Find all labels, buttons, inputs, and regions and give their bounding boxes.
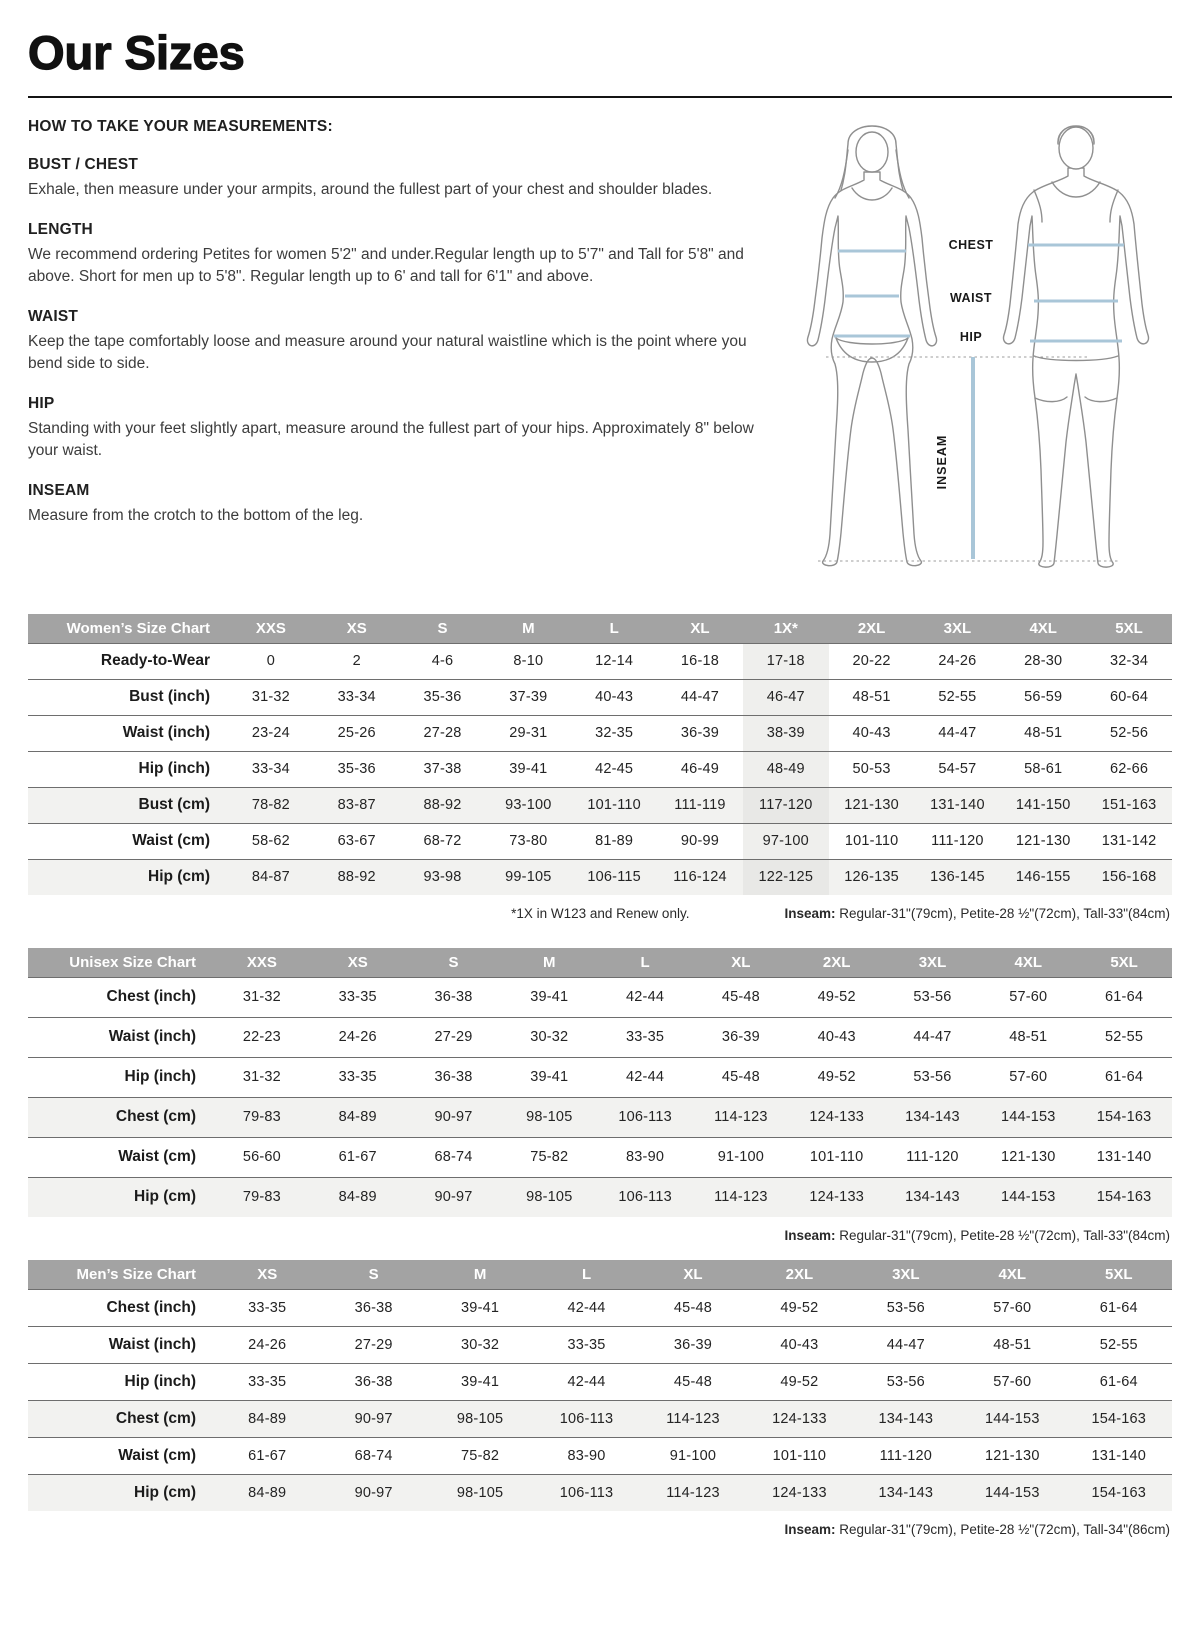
size-cell: 78-82 <box>228 787 314 823</box>
table-row <box>28 1363 1172 1400</box>
size-cell: 83-90 <box>533 1437 639 1474</box>
row-label: Hip (cm) <box>28 1474 214 1511</box>
size-cell: 91-100 <box>640 1437 746 1474</box>
row-label: Hip (cm) <box>28 1177 214 1217</box>
size-cell: 90-99 <box>657 823 743 859</box>
size-cell: 0 <box>228 643 314 679</box>
size-cell: 53-56 <box>853 1289 959 1326</box>
size-cell: 36-38 <box>320 1363 426 1400</box>
size-cell: 124-133 <box>789 1177 885 1217</box>
size-cell: 154-163 <box>1076 1097 1172 1137</box>
size-cell: 44-47 <box>885 1017 981 1057</box>
table-row <box>28 679 1172 715</box>
size-cell: 44-47 <box>657 679 743 715</box>
section-bust-chest-body: Exhale, then measure under your armpits, around the fullest part of your chest and shoulder blades. <box>28 181 713 198</box>
column-header-xs: XS <box>214 1260 320 1289</box>
size-cell: 31-32 <box>214 977 310 1017</box>
size-cell: 29-31 <box>485 715 571 751</box>
size-cell: 35-36 <box>400 679 486 715</box>
inseam-extent-dashed-lines <box>818 357 1120 561</box>
size-cell: 124-133 <box>746 1400 852 1437</box>
size-cell: 30-32 <box>501 1017 597 1057</box>
size-cell: 90-97 <box>406 1177 502 1217</box>
size-cell: 144-153 <box>959 1474 1065 1511</box>
size-cell: 83-90 <box>597 1137 693 1177</box>
table-row <box>28 1177 1172 1217</box>
size-cell: 32-34 <box>1086 643 1172 679</box>
row-label: Waist (cm) <box>28 1137 214 1177</box>
column-header-xl: XL <box>640 1260 746 1289</box>
size-cell: 37-38 <box>400 751 486 787</box>
size-cell: 88-92 <box>314 859 400 895</box>
column-header-3xl: 3XL <box>853 1260 959 1289</box>
column-header-xl: XL <box>693 948 789 977</box>
size-cell: 36-39 <box>693 1017 789 1057</box>
size-cell: 53-56 <box>885 1057 981 1097</box>
column-header-xs: XS <box>310 948 406 977</box>
table-row <box>28 1400 1172 1437</box>
size-cell: 46-49 <box>657 751 743 787</box>
column-header-2xl: 2XL <box>829 614 915 643</box>
column-header-s: S <box>406 948 502 977</box>
size-cell: 33-35 <box>597 1017 693 1057</box>
size-cell: 68-74 <box>320 1437 426 1474</box>
size-cell: 84-89 <box>310 1097 406 1137</box>
size-cell: 121-130 <box>959 1437 1065 1474</box>
size-cell: 33-35 <box>214 1363 320 1400</box>
size-cell: 117-120 <box>743 787 829 823</box>
womens-inseam-note: Inseam: Regular-31"(79cm), Petite-28 ½"(72cm), Tall-33"(84cm) <box>784 906 1170 921</box>
size-cell: 106-115 <box>571 859 657 895</box>
size-cell: 98-105 <box>427 1400 533 1437</box>
womens-size-table <box>28 614 1172 895</box>
size-cell: 84-89 <box>214 1400 320 1437</box>
column-header-l: L <box>533 1260 639 1289</box>
size-cell: 42-44 <box>533 1289 639 1326</box>
table-row <box>28 823 1172 859</box>
size-cell: 81-89 <box>571 823 657 859</box>
size-cell: 84-87 <box>228 859 314 895</box>
size-cell: 37-39 <box>485 679 571 715</box>
size-cell: 58-61 <box>1000 751 1086 787</box>
column-header-2xl: 2XL <box>789 948 885 977</box>
size-cell: 36-38 <box>320 1289 426 1326</box>
table-row <box>28 1137 1172 1177</box>
column-header-1x: 1X* <box>743 614 829 643</box>
table-row <box>28 859 1172 895</box>
size-cell: 56-60 <box>214 1137 310 1177</box>
size-cell: 45-48 <box>640 1289 746 1326</box>
size-cell: 44-47 <box>853 1326 959 1363</box>
table-row <box>28 643 1172 679</box>
size-cell: 35-36 <box>314 751 400 787</box>
size-cell: 114-123 <box>640 1400 746 1437</box>
row-label: Hip (inch) <box>28 1057 214 1097</box>
size-cell: 30-32 <box>427 1326 533 1363</box>
male-figure-illustration <box>1003 126 1148 567</box>
size-cell: 49-52 <box>789 1057 885 1097</box>
size-cell: 39-41 <box>485 751 571 787</box>
row-label: Waist (cm) <box>28 823 228 859</box>
column-header-5xl: 5XL <box>1076 948 1172 977</box>
size-cell: 121-130 <box>829 787 915 823</box>
table-row <box>28 1289 1172 1326</box>
body-measurement-diagram <box>788 110 1170 578</box>
row-label: Chest (cm) <box>28 1097 214 1137</box>
size-cell: 25-26 <box>314 715 400 751</box>
size-cell: 144-153 <box>959 1400 1065 1437</box>
size-cell: 20-22 <box>829 643 915 679</box>
size-cell: 144-153 <box>980 1097 1076 1137</box>
size-cell: 68-72 <box>400 823 486 859</box>
unisex-size-chart <box>28 948 1172 1243</box>
instructions-heading: HOW TO TAKE YOUR MEASUREMENTS: <box>28 118 333 135</box>
size-cell: 151-163 <box>1086 787 1172 823</box>
size-cell: 33-35 <box>310 1057 406 1097</box>
size-cell: 39-41 <box>501 1057 597 1097</box>
column-header-3xl: 3XL <box>915 614 1001 643</box>
womens-1x-footnote: *1X in W123 and Renew only. <box>511 906 690 921</box>
row-label: Waist (inch) <box>28 1017 214 1057</box>
size-cell: 57-60 <box>959 1289 1065 1326</box>
size-cell: 97-100 <box>743 823 829 859</box>
column-header-xl: XL <box>657 614 743 643</box>
size-cell: 27-28 <box>400 715 486 751</box>
size-cell: 38-39 <box>743 715 829 751</box>
table-row <box>28 715 1172 751</box>
size-cell: 40-43 <box>829 715 915 751</box>
size-cell: 154-163 <box>1076 1177 1172 1217</box>
section-hip-body: Standing with your feet slightly apart, measure around the fullest part of your hips. Approximately 8" below your waist. <box>28 420 754 459</box>
size-cell: 114-123 <box>693 1097 789 1137</box>
size-cell: 79-83 <box>214 1097 310 1137</box>
size-cell: 154-163 <box>1066 1400 1173 1437</box>
measurement-guide-section <box>28 98 1172 592</box>
size-cell: 156-168 <box>1086 859 1172 895</box>
size-cell: 36-39 <box>640 1326 746 1363</box>
size-cell: 8-10 <box>485 643 571 679</box>
table-row <box>28 1097 1172 1137</box>
size-cell: 116-124 <box>657 859 743 895</box>
size-cell: 36-39 <box>657 715 743 751</box>
section-length-body: We recommend ordering Petites for women 5'2" and under.Regular length up to 5'7" and Tall for 5'8" and above. Short for men up to 5'8". Regular length up to 6' and tall for 6'1" and above. <box>28 246 744 285</box>
size-cell: 61-64 <box>1066 1363 1173 1400</box>
size-cell: 56-59 <box>1000 679 1086 715</box>
size-cell: 124-133 <box>789 1097 885 1137</box>
size-cell: 52-55 <box>1076 1017 1172 1057</box>
size-cell: 106-113 <box>597 1177 693 1217</box>
row-label: Hip (inch) <box>28 1363 214 1400</box>
size-cell: 99-105 <box>485 859 571 895</box>
row-label: Waist (cm) <box>28 1437 214 1474</box>
column-header-4xl: 4XL <box>959 1260 1065 1289</box>
size-cell: 106-113 <box>597 1097 693 1137</box>
column-header-xxs: XXS <box>214 948 310 977</box>
size-cell: 27-29 <box>406 1017 502 1057</box>
row-label: Chest (inch) <box>28 1289 214 1326</box>
size-cell: 61-64 <box>1076 977 1172 1017</box>
size-cell: 60-64 <box>1086 679 1172 715</box>
size-cell: 53-56 <box>885 977 981 1017</box>
size-cell: 48-51 <box>829 679 915 715</box>
size-cell: 2 <box>314 643 400 679</box>
size-cell: 154-163 <box>1066 1474 1173 1511</box>
row-label: Chest (inch) <box>28 977 214 1017</box>
size-cell: 42-44 <box>597 977 693 1017</box>
size-cell: 90-97 <box>320 1474 426 1511</box>
waist-label: WAIST <box>949 291 993 305</box>
mens-size-table <box>28 1260 1172 1511</box>
size-cell: 114-123 <box>640 1474 746 1511</box>
size-cell: 90-97 <box>406 1097 502 1137</box>
size-cell: 144-153 <box>980 1177 1076 1217</box>
table-title: Unisex Size Chart <box>28 948 214 977</box>
size-cell: 49-52 <box>746 1363 852 1400</box>
size-cell: 23-24 <box>228 715 314 751</box>
size-cell: 106-113 <box>533 1474 639 1511</box>
size-cell: 90-97 <box>320 1400 426 1437</box>
size-cell: 39-41 <box>501 977 597 1017</box>
size-cell: 61-64 <box>1076 1057 1172 1097</box>
size-cell: 50-53 <box>829 751 915 787</box>
size-cell: 45-48 <box>640 1363 746 1400</box>
table-row <box>28 751 1172 787</box>
size-cell: 49-52 <box>789 977 885 1017</box>
size-cell: 91-100 <box>693 1137 789 1177</box>
size-cell: 36-38 <box>406 977 502 1017</box>
section-length-title: LENGTH <box>28 221 93 238</box>
unisex-table-footnotes <box>28 1228 1170 1243</box>
table-title: Men’s Size Chart <box>28 1260 214 1289</box>
female-figure-illustration <box>807 126 936 566</box>
size-cell: 45-48 <box>693 1057 789 1097</box>
size-cell: 131-140 <box>915 787 1001 823</box>
inseam-label: INSEAM <box>935 434 949 490</box>
column-header-2xl: 2XL <box>746 1260 852 1289</box>
row-label: Waist (inch) <box>28 715 228 751</box>
size-cell: 63-67 <box>314 823 400 859</box>
row-label: Bust (cm) <box>28 787 228 823</box>
size-cell: 33-34 <box>228 751 314 787</box>
table-row <box>28 1057 1172 1097</box>
size-cell: 98-105 <box>501 1177 597 1217</box>
size-cell: 16-18 <box>657 643 743 679</box>
size-cell: 57-60 <box>980 1057 1076 1097</box>
column-header-s: S <box>400 614 486 643</box>
size-cell: 33-35 <box>214 1289 320 1326</box>
size-cell: 32-35 <box>571 715 657 751</box>
size-cell: 22-23 <box>214 1017 310 1057</box>
size-cell: 48-51 <box>1000 715 1086 751</box>
row-label: Chest (cm) <box>28 1400 214 1437</box>
size-cell: 134-143 <box>853 1400 959 1437</box>
size-cell: 84-89 <box>214 1474 320 1511</box>
size-cell: 121-130 <box>1000 823 1086 859</box>
row-label: Waist (inch) <box>28 1326 214 1363</box>
size-cell: 111-120 <box>915 823 1001 859</box>
size-cell: 46-47 <box>743 679 829 715</box>
column-header-l: L <box>597 948 693 977</box>
section-waist-body: Keep the tape comfortably loose and measure around your natural waistline which is the point where you bend side to side. <box>28 333 747 372</box>
size-cell: 45-48 <box>693 977 789 1017</box>
size-cell: 141-150 <box>1000 787 1086 823</box>
size-cell: 48-51 <box>980 1017 1076 1057</box>
size-cell: 54-57 <box>915 751 1001 787</box>
size-cell: 40-43 <box>746 1326 852 1363</box>
size-cell: 126-135 <box>829 859 915 895</box>
size-cell: 122-125 <box>743 859 829 895</box>
size-cell: 57-60 <box>980 977 1076 1017</box>
column-header-s: S <box>320 1260 426 1289</box>
section-bust-chest-title: BUST / CHEST <box>28 156 139 173</box>
table-row <box>28 787 1172 823</box>
size-cell: 136-145 <box>915 859 1001 895</box>
row-label: Hip (cm) <box>28 859 228 895</box>
size-cell: 48-51 <box>959 1326 1065 1363</box>
size-cell: 134-143 <box>885 1097 981 1137</box>
section-inseam-body: Measure from the crotch to the bottom of the leg. <box>28 507 364 524</box>
size-cell: 33-35 <box>533 1326 639 1363</box>
size-cell: 146-155 <box>1000 859 1086 895</box>
size-cell: 84-89 <box>310 1177 406 1217</box>
size-cell: 124-133 <box>746 1474 852 1511</box>
column-header-3xl: 3XL <box>885 948 981 977</box>
size-cell: 52-55 <box>915 679 1001 715</box>
size-cell: 31-32 <box>214 1057 310 1097</box>
size-cell: 106-113 <box>533 1400 639 1437</box>
size-cell: 39-41 <box>427 1363 533 1400</box>
mens-table-footnotes <box>28 1522 1170 1537</box>
size-cell: 101-110 <box>789 1137 885 1177</box>
column-header-m: M <box>485 614 571 643</box>
table-row <box>28 1474 1172 1511</box>
size-cell: 83-87 <box>314 787 400 823</box>
size-cell: 4-6 <box>400 643 486 679</box>
column-header-xxs: XXS <box>228 614 314 643</box>
unisex-inseam-note: Inseam: Regular-31"(79cm), Petite-28 ½"(72cm), Tall-33"(84cm) <box>784 1228 1170 1243</box>
size-cell: 52-55 <box>1066 1326 1173 1363</box>
size-cell: 42-44 <box>597 1057 693 1097</box>
mens-inseam-note: Inseam: Regular-31"(79cm), Petite-28 ½"(72cm), Tall-34"(86cm) <box>784 1522 1170 1537</box>
column-header-m: M <box>501 948 597 977</box>
size-cell: 61-67 <box>310 1137 406 1177</box>
size-cell: 101-110 <box>746 1437 852 1474</box>
chest-label: CHEST <box>948 238 994 252</box>
size-cell: 24-26 <box>310 1017 406 1057</box>
page-title: Our Sizes <box>28 26 245 79</box>
size-cell: 48-49 <box>743 751 829 787</box>
column-header-m: M <box>427 1260 533 1289</box>
table-row <box>28 977 1172 1017</box>
size-cell: 134-143 <box>853 1474 959 1511</box>
size-cell: 39-41 <box>427 1289 533 1326</box>
size-cell: 24-26 <box>214 1326 320 1363</box>
column-header-5xl: 5XL <box>1086 614 1172 643</box>
size-cell: 42-44 <box>533 1363 639 1400</box>
size-cell: 24-26 <box>915 643 1001 679</box>
column-header-5xl: 5XL <box>1066 1260 1173 1289</box>
size-cell: 111-120 <box>853 1437 959 1474</box>
table-row <box>28 1437 1172 1474</box>
size-cell: 53-56 <box>853 1363 959 1400</box>
size-cell: 131-142 <box>1086 823 1172 859</box>
column-header-l: L <box>571 614 657 643</box>
size-cell: 121-130 <box>980 1137 1076 1177</box>
size-cell: 44-47 <box>915 715 1001 751</box>
table-title: Women’s Size Chart <box>28 614 228 643</box>
size-cell: 17-18 <box>743 643 829 679</box>
size-cell: 61-64 <box>1066 1289 1173 1326</box>
size-cell: 36-38 <box>406 1057 502 1097</box>
section-inseam-title: INSEAM <box>28 482 90 499</box>
size-cell: 42-45 <box>571 751 657 787</box>
size-cell: 79-83 <box>214 1177 310 1217</box>
size-guide-page <box>0 25 1200 1537</box>
size-cell: 31-32 <box>228 679 314 715</box>
section-waist-title: WAIST <box>28 308 79 325</box>
size-cell: 93-98 <box>400 859 486 895</box>
size-cell: 52-56 <box>1086 715 1172 751</box>
size-cell: 134-143 <box>885 1177 981 1217</box>
size-cell: 58-62 <box>228 823 314 859</box>
size-cell: 114-123 <box>693 1177 789 1217</box>
size-cell: 40-43 <box>571 679 657 715</box>
size-cell: 111-119 <box>657 787 743 823</box>
size-cell: 101-110 <box>829 823 915 859</box>
column-header-4xl: 4XL <box>1000 614 1086 643</box>
column-header-xs: XS <box>314 614 400 643</box>
womens-size-chart <box>28 614 1172 921</box>
size-cell: 101-110 <box>571 787 657 823</box>
size-cell: 75-82 <box>501 1137 597 1177</box>
womens-table-footnotes <box>28 906 1170 921</box>
section-hip-title: HIP <box>28 395 55 412</box>
size-cell: 93-100 <box>485 787 571 823</box>
size-cell: 88-92 <box>400 787 486 823</box>
size-cell: 131-140 <box>1076 1137 1172 1177</box>
size-cell: 12-14 <box>571 643 657 679</box>
unisex-size-table <box>28 948 1172 1217</box>
size-cell: 98-105 <box>427 1474 533 1511</box>
size-cell: 33-34 <box>314 679 400 715</box>
size-cell: 28-30 <box>1000 643 1086 679</box>
size-cell: 111-120 <box>885 1137 981 1177</box>
hip-label: HIP <box>959 330 983 344</box>
table-row <box>28 1017 1172 1057</box>
column-header-4xl: 4XL <box>980 948 1076 977</box>
size-cell: 57-60 <box>959 1363 1065 1400</box>
size-cell: 49-52 <box>746 1289 852 1326</box>
measurement-instructions <box>28 118 768 527</box>
row-label: Ready-to-Wear <box>28 643 228 679</box>
size-cell: 73-80 <box>485 823 571 859</box>
size-cell: 40-43 <box>789 1017 885 1057</box>
size-cell: 68-74 <box>406 1137 502 1177</box>
row-label: Hip (inch) <box>28 751 228 787</box>
size-cell: 61-67 <box>214 1437 320 1474</box>
size-cell: 131-140 <box>1066 1437 1173 1474</box>
size-cell: 62-66 <box>1086 751 1172 787</box>
size-cell: 98-105 <box>501 1097 597 1137</box>
table-row <box>28 1326 1172 1363</box>
size-cell: 27-29 <box>320 1326 426 1363</box>
size-cell: 75-82 <box>427 1437 533 1474</box>
size-cell: 33-35 <box>310 977 406 1017</box>
mens-size-chart <box>28 1260 1172 1537</box>
row-label: Bust (inch) <box>28 679 228 715</box>
